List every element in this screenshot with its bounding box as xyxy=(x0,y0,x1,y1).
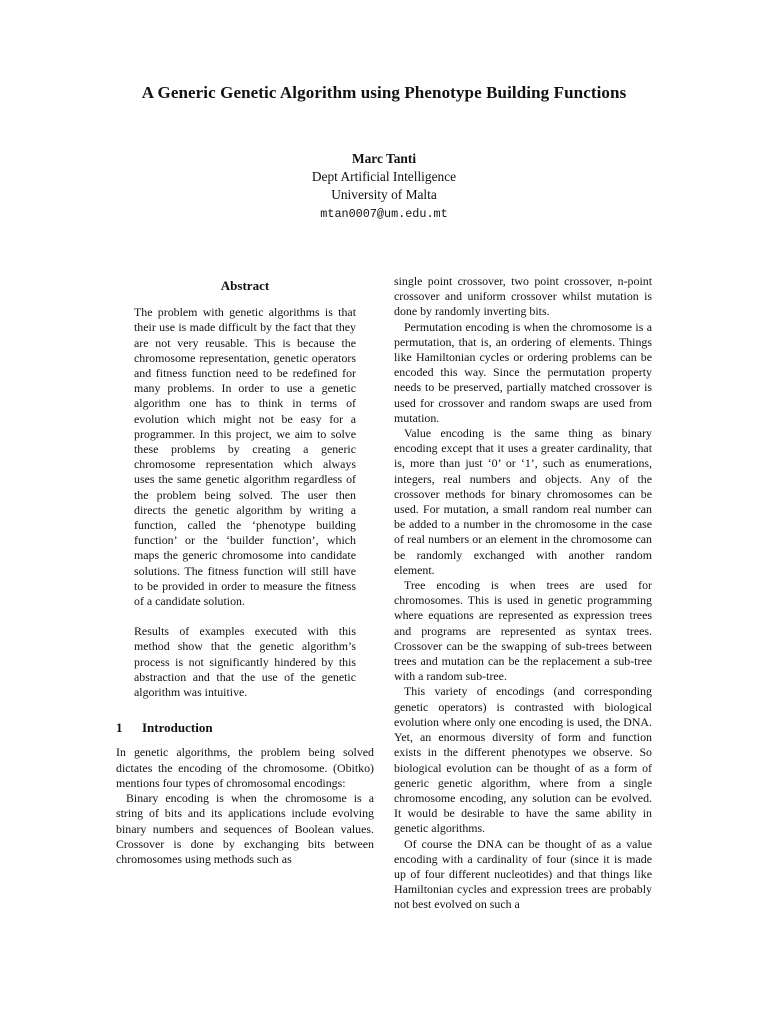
left-column xyxy=(116,264,374,867)
author-email[interactable]: mtan0007@um.edu.mt xyxy=(320,207,448,221)
section-number: 1 xyxy=(116,720,123,736)
introduction-heading xyxy=(116,720,374,735)
right-paragraph-3: Value encoding is the same thing as binary encoding except that it uses a greater cardinality, that is, more than just ‘0’ or ‘1’, such as enumerations, integers, real numbers and objects. Any of the crossover methods for binary chromosomes can be used. For mutation, a small random real number can be added to a number in the chromosome in the case of real numbers or an element in the chromosome can be randomly exchanged with another random element. xyxy=(394,426,652,577)
abstract-heading: Abstract xyxy=(220,278,270,293)
author-name: Marc Tanti xyxy=(351,151,417,166)
intro-paragraph-1: In genetic algorithms, the problem being solved dictates the encoding of the chromosome. (Obitko) mentions four types of chromosomal encodings: xyxy=(116,745,374,790)
paper-title: A Generic Genetic Algorithm using Phenotype Building Functions xyxy=(141,83,627,102)
section-title: Introduction xyxy=(142,720,213,736)
right-paragraph-5: This variety of encodings (and corresponding genetic operators) is contrasted with biological evolution where only one encoding is used, the DNA. Yet, an enormous diversity of form and function exists in the different phenotypes we observe. So biological evolution can be thought of as a form of generic genetic algorithm, where from a single chromosome encoding, any solution can be evolved. It would be desirable to have the same ability in genetic algorithms. xyxy=(394,684,652,836)
abstract-paragraph-2: Results of examples executed with this method show that the genetic algorithm’s process is not significantly hindered by this abstraction and that the use of the genetic algorithm was intuitive. xyxy=(134,624,356,700)
right-paragraph-1: single point crossover, two point crossover, n-point crossover and uniform crossover whilst mutation is done by randomly inverting bits. xyxy=(394,274,652,319)
right-paragraph-6: Of course the DNA can be thought of as a value encoding with a cardinality of four (since it is made up of four different nucleotides) and that things like Hamiltonian cycles and expression trees are probably not best evolved on such a xyxy=(394,836,652,912)
affiliation-university: University of Malta xyxy=(331,187,437,202)
author-block xyxy=(0,150,768,223)
right-paragraph-2: Permutation encoding is when the chromosome is a permutation, that is, an ordering of elements. Things like Hamiltonian cycles or ordering problems can be encoded this way. Since the permutation property needs to be preserved, partially matched crossover is used for crossover and random swaps are used from mutation. xyxy=(394,319,652,425)
right-column xyxy=(394,274,652,913)
intro-paragraph-2: Binary encoding is when the chromosome is a string of bits and its applications include evolving binary numbers and sequences of Boolean values. Crossover is done by exchanging bits between chromosomes using methods such as xyxy=(116,791,374,866)
abstract-paragraph-1: The problem with genetic algorithms is that their use is made difficult by the fact that they are not very reusable. This is because the chromosome representation, genetic operators and fitness function need to be redefined for many problems. In order to use a genetic algorithm one has to think in terms of evolution which might not be easy for a programmer. In this project, we aim to solve these problems by creating a generic chromosome representation which always uses the same genetic algorithm regardless of the problem being solved. The user then directs the genetic algorithm by writing a function, called the ‘phenotype building function’ or the ‘builder function’, which maps the generic chromosome into candidate solutions. The fitness function will still have to be provided in order to measure the fitness of a candidate solution. xyxy=(134,305,356,609)
right-paragraph-4: Tree encoding is when trees are used for chromosomes. This is used in genetic programming where equations are represented as expression trees and programs are represented as syntax trees. Crossover can be the swapping of sub-trees between trees and mutation can be the replacement a sub-tree with a random sub-tree. xyxy=(394,578,652,684)
abstract-body xyxy=(116,305,374,700)
affiliation-department: Dept Artificial Intelligence xyxy=(311,169,457,184)
